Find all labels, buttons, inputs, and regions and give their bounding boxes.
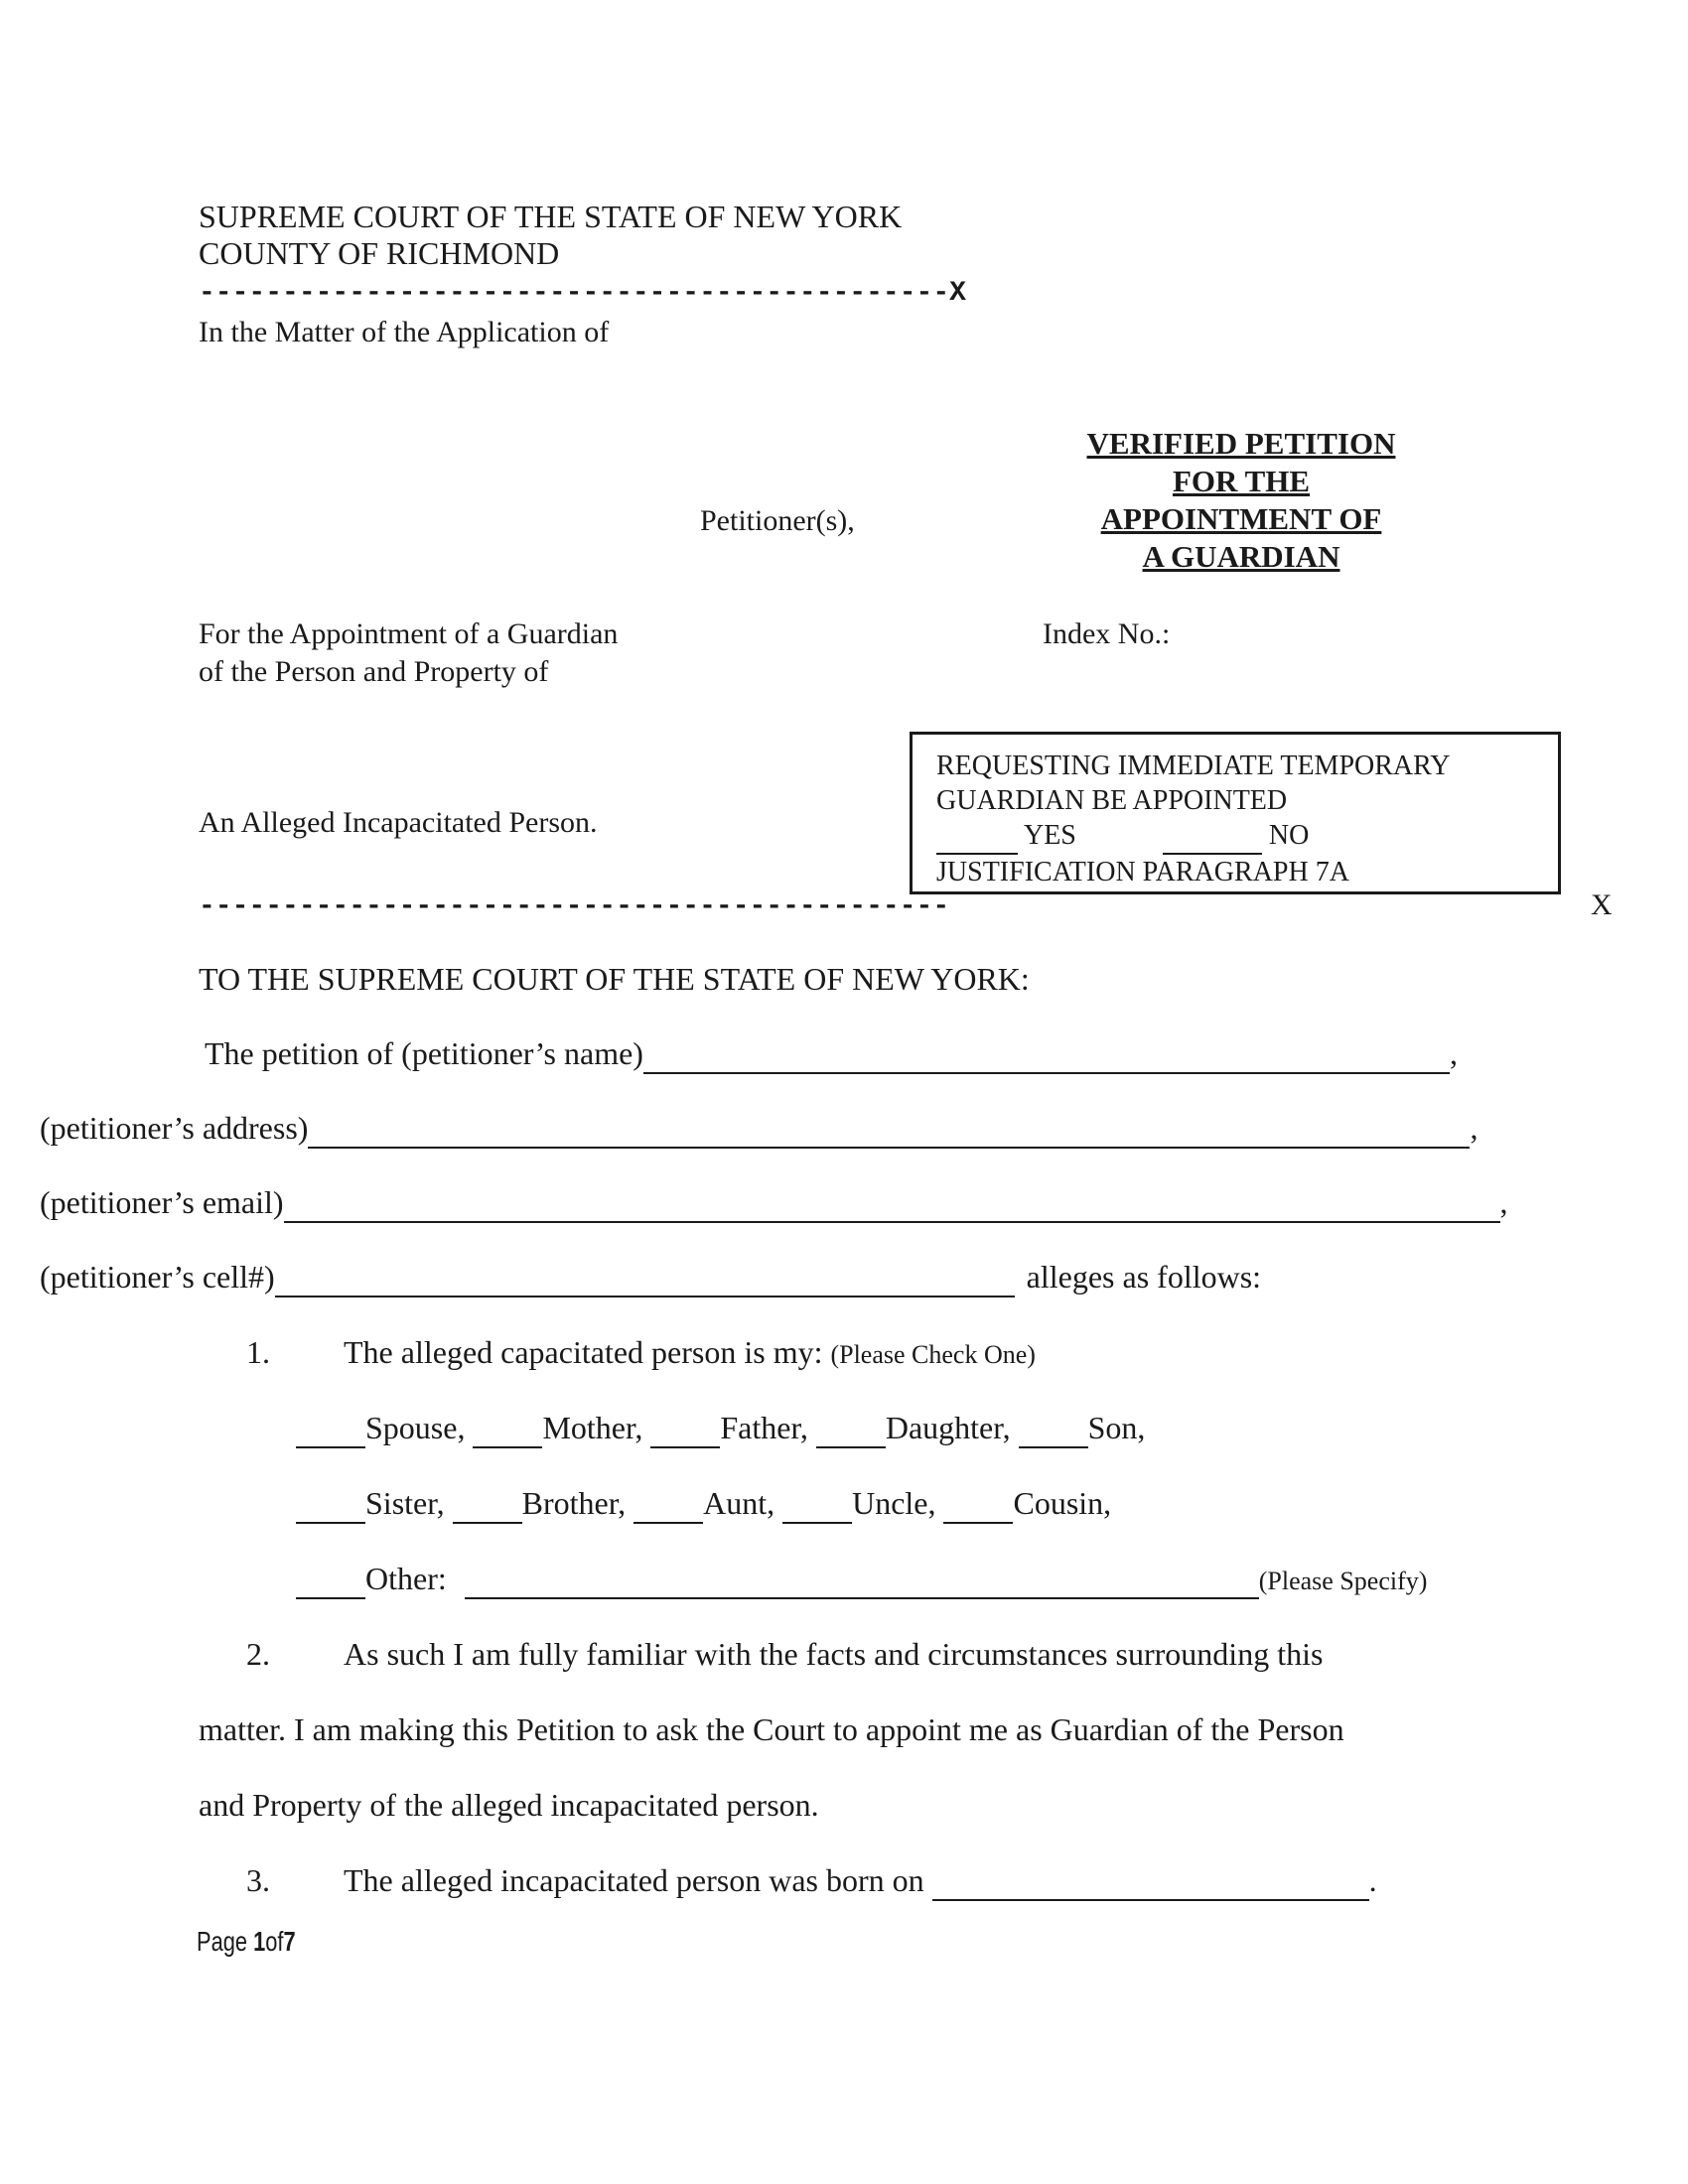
relation-mother: Mother, xyxy=(542,1410,643,1445)
petitioner-cell-line xyxy=(40,1259,1261,1297)
item-2-line-2: matter. I am making this Petition to ask the Court to appoint me as Guardian of the Person xyxy=(199,1711,1344,1747)
name-comma: , xyxy=(1449,1035,1458,1071)
spouse-blank[interactable] xyxy=(296,1410,365,1448)
page-number-footer xyxy=(197,1926,296,1958)
for-appointment-line-1: For the Appointment of a Guardian xyxy=(199,617,619,650)
mother-blank[interactable] xyxy=(473,1410,542,1448)
relation-aunt: Aunt, xyxy=(703,1485,775,1521)
caption-divider-top: ---------------------------------------------X xyxy=(199,278,966,309)
relation-row-2 xyxy=(296,1485,1111,1524)
petitioner-cell-field[interactable] xyxy=(275,1259,1015,1297)
temp-box-yes-no xyxy=(936,818,1558,855)
relation-sister: Sister, xyxy=(365,1485,445,1521)
item-3-text: The alleged incapacitated person was born on xyxy=(344,1862,924,1898)
please-specify-note: (Please Specify) xyxy=(1258,1567,1428,1595)
no-blank[interactable] xyxy=(1163,818,1262,855)
relation-spouse: Spouse, xyxy=(365,1410,466,1445)
temporary-guardian-box xyxy=(910,732,1561,894)
relation-son: Son, xyxy=(1087,1410,1146,1445)
page-total: 7 xyxy=(283,1926,296,1957)
email-comma: , xyxy=(1499,1184,1508,1220)
alleges-text: alleges as follows: xyxy=(1026,1259,1262,1295)
relation-uncle: Uncle, xyxy=(852,1485,936,1521)
title-line-2: FOR THE xyxy=(1172,464,1311,498)
relation-row-1 xyxy=(296,1410,1145,1448)
item-2-line-3: and Property of the alleged incapacitated person. xyxy=(199,1787,819,1823)
relation-father: Father, xyxy=(720,1410,808,1445)
relation-cousin: Cousin, xyxy=(1013,1485,1112,1521)
item-1-note: (Please Check One) xyxy=(830,1340,1036,1369)
uncle-blank[interactable] xyxy=(782,1485,852,1524)
petitioner-cell-label: (petitioner’s cell#) xyxy=(40,1259,275,1295)
cousin-blank[interactable] xyxy=(943,1485,1013,1524)
father-blank[interactable] xyxy=(650,1410,720,1448)
document-title xyxy=(1053,425,1430,576)
item-3-period: . xyxy=(1368,1862,1377,1898)
title-line-3: APPOINTMENT OF xyxy=(1100,501,1382,536)
to-court-heading: TO THE SUPREME COURT OF THE STATE OF NEW YORK: xyxy=(199,961,1030,997)
matter-of-line: In the Matter of the Application of xyxy=(199,316,610,348)
page-word: Page xyxy=(197,1926,248,1957)
relation-other: Other: xyxy=(365,1561,447,1596)
petitioner-name-label: The petition of (petitioner’s name) xyxy=(205,1035,643,1071)
son-blank[interactable] xyxy=(1019,1410,1088,1448)
petitioner-address-label: (petitioner’s address) xyxy=(40,1110,309,1146)
petitioner-email-line xyxy=(40,1184,1508,1223)
alleged-incapacitated-label: An Alleged Incapacitated Person. xyxy=(199,806,598,839)
for-appointment-line-2: of the Person and Property of xyxy=(199,655,549,688)
page-current: 1 xyxy=(253,1926,266,1957)
no-label: NO xyxy=(1268,820,1310,851)
other-blank[interactable] xyxy=(296,1561,365,1599)
petitioner-address-line xyxy=(40,1110,1477,1149)
of-word: of xyxy=(265,1926,284,1957)
item-1-text: The alleged capacitated person is my: xyxy=(344,1334,823,1370)
petitioner-address-field[interactable] xyxy=(308,1110,1470,1149)
county-name: COUNTY OF RICHMOND xyxy=(199,235,560,271)
birth-date-field[interactable] xyxy=(932,1862,1369,1901)
temp-box-line-1: REQUESTING IMMEDIATE TEMPORARY xyxy=(936,751,1451,781)
temp-box-line-4: JUSTIFICATION PARAGRAPH 7A xyxy=(936,857,1349,887)
item-1-line xyxy=(344,1334,1036,1371)
title-line-1: VERIFIED PETITION xyxy=(1086,426,1396,461)
item-1-number: 1. xyxy=(246,1334,270,1370)
relation-row-3 xyxy=(296,1561,1427,1599)
address-comma: , xyxy=(1470,1110,1478,1146)
title-line-4: A GUARDIAN xyxy=(1142,539,1340,574)
petitioners-label: Petitioner(s), xyxy=(700,504,855,537)
court-name: SUPREME COURT OF THE STATE OF NEW YORK xyxy=(199,199,903,234)
aunt-blank[interactable] xyxy=(633,1485,703,1524)
relation-brother: Brother, xyxy=(521,1485,627,1521)
relation-daughter: Daughter, xyxy=(885,1410,1011,1445)
item-3-line xyxy=(344,1862,1377,1901)
caption-divider-x: X xyxy=(1591,888,1613,921)
yes-blank[interactable] xyxy=(936,818,1018,855)
brother-blank[interactable] xyxy=(453,1485,522,1524)
index-no-label: Index No.: xyxy=(1043,617,1171,650)
petitioner-email-label: (petitioner’s email) xyxy=(40,1184,284,1220)
other-specify-field[interactable] xyxy=(465,1561,1259,1599)
petitioner-name-field[interactable] xyxy=(643,1035,1450,1074)
item-2-line-1: As such I am fully familiar with the facts and circumstances surrounding this xyxy=(344,1636,1324,1672)
petitioner-email-field[interactable] xyxy=(284,1184,1500,1223)
caption-divider-bottom: --------------------------------------------- xyxy=(199,891,950,922)
temp-box-line-2: GUARDIAN BE APPOINTED xyxy=(936,785,1288,816)
petitioner-name-line xyxy=(205,1035,1458,1074)
daughter-blank[interactable] xyxy=(816,1410,886,1448)
item-2-number: 2. xyxy=(246,1636,270,1672)
yes-label: YES xyxy=(1023,820,1076,851)
sister-blank[interactable] xyxy=(296,1485,365,1524)
item-3-number: 3. xyxy=(246,1862,270,1898)
